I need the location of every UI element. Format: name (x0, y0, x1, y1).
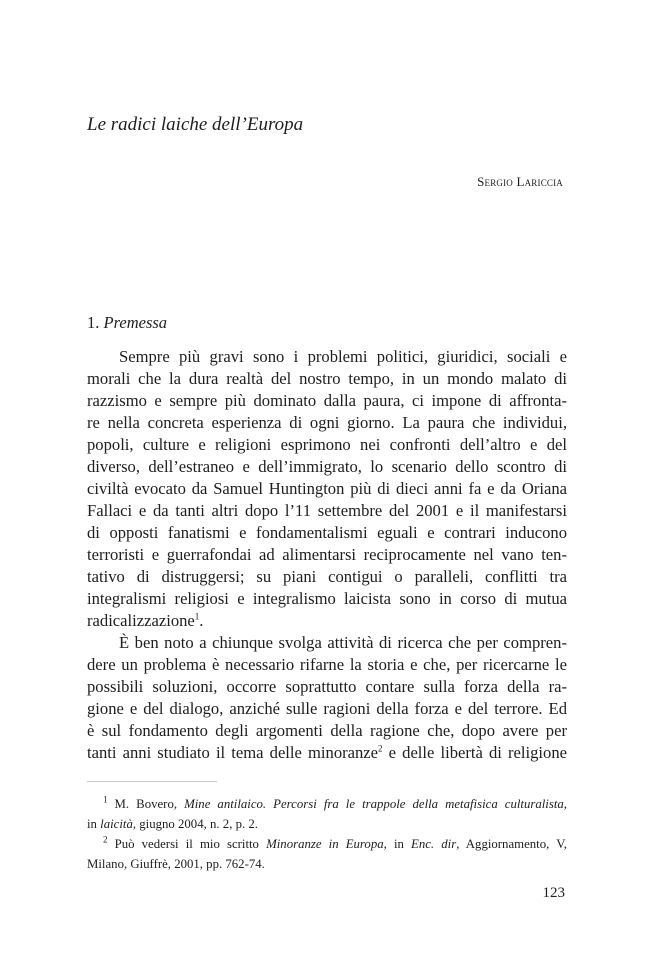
footnotes (87, 794, 567, 874)
body-line: Fallaci e da tanti altri dopo l’11 settembre del 2001 e il manifestarsi (87, 501, 567, 520)
section-heading (87, 313, 167, 333)
footnote-divider (87, 781, 217, 782)
body-line: diverso, dell’estraneo e dell’immigrato, lo scenario dello scontro di (87, 457, 567, 476)
body-line (87, 742, 567, 764)
body-text-fragment: e delle libertà di religione (382, 743, 567, 762)
body-line: integralismi religiosi e integralismo laicista sono in corso di mutua (87, 589, 567, 608)
body-text-fragment: radicalizzazione (87, 611, 195, 630)
body-line: È ben noto a chiunque svolga attività di ricerca che per compren- (119, 633, 567, 652)
body-line: popoli, culture e religioni esprimono nei confronti dell’altro e del (87, 435, 567, 454)
body-text (87, 346, 567, 764)
footnote-1 (87, 794, 567, 814)
section-title: Premessa (103, 313, 168, 332)
footnote-ref[interactable]: 2 (378, 743, 383, 754)
footnote-text: , giugno 2004, n. 2, p. 2. (132, 817, 258, 831)
footnote-journal: laicità (100, 817, 133, 831)
body-text-fragment: . (199, 611, 204, 630)
body-line: gione e del dialogo, anziché sulle ragioni della forza e del terrore. Ed (87, 699, 567, 718)
footnote-text: , in (383, 837, 412, 851)
footnote-work-title: Minoranze in Europa (266, 837, 384, 851)
footnote-text: , Aggiornamento, V, (456, 837, 567, 851)
footnote-text: Può vedersi il mio scritto (107, 837, 267, 851)
page-number: 123 (542, 885, 565, 901)
body-line: terroristi e guerrafondai ad alimentarsi reciprocamente nel vano ten- (87, 545, 567, 564)
body-line: dere un problema è necessario rifarne la storia e che, per ricercarne le (87, 655, 567, 674)
author-name: Sergio Lariccia (477, 174, 563, 189)
body-line: Sempre più gravi sono i problemi politici, giuridici, sociali e (119, 347, 567, 366)
footnote-1-cont (87, 814, 567, 834)
body-line: è sul fondamento degli argomenti della ragione che, dopo avere per (87, 721, 567, 740)
body-line: tativo di distruggersi; su piani contigui o paralleli, conflitti tra (87, 567, 567, 586)
body-line: possibili soluzioni, occorre soprattutto contare sulla forza della ra- (87, 677, 567, 696)
footnote-text: , (563, 797, 567, 811)
footnote-text: in (87, 817, 101, 831)
body-line: re nella concreta esperienza di ogni giorno. La paura che individui, (87, 413, 567, 432)
footnote-2 (87, 834, 567, 854)
footnote-mark: 1 (103, 794, 108, 805)
section-number: 1. (87, 313, 100, 332)
body-text-fragment: tanti anni studiato il tema delle minoranze (87, 743, 379, 762)
footnote-2-cont: Milano, Giuffrè, 2001, pp. 762-74. (87, 857, 265, 871)
footnote-work-title: Mine antilaico. Percorsi fra le trappole della metafisica culturalista (184, 797, 564, 811)
body-line: di opposti fanatismi e fondamentalismi eguali e contrari inducono (87, 523, 567, 542)
body-line (87, 610, 567, 632)
body-line: civiltà evocato da Samuel Huntington più di dieci anni fa e da Oriana (87, 479, 567, 498)
chapter-title: Le radici laiche dell’Europa (87, 114, 304, 135)
footnote-text: M. Bovero, (107, 797, 185, 811)
body-line: morali che la dura realtà del nostro tempo, in un mondo malato di (87, 369, 567, 388)
footnote-mark: 2 (103, 834, 108, 845)
body-line: razzismo e sempre più dominato dalla paura, ci impone di affronta- (87, 391, 567, 410)
footnote-ref[interactable]: 1 (194, 611, 200, 622)
footnote-journal: Enc. dir (411, 837, 457, 851)
